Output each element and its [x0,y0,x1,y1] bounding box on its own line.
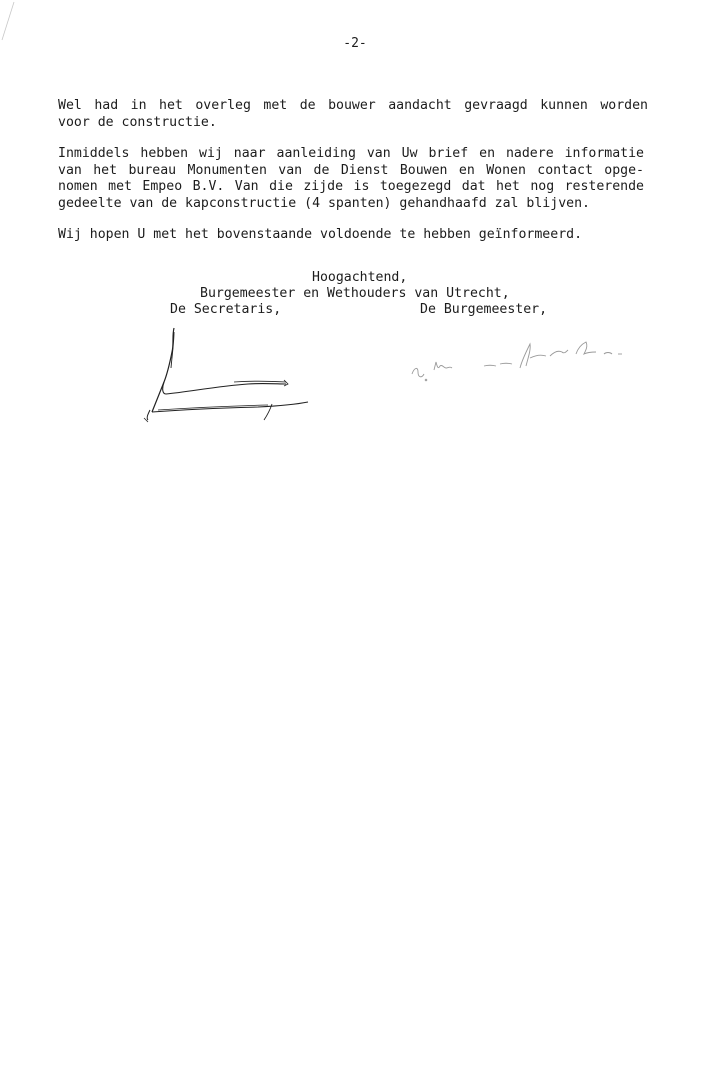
paragraph-line: voor de constructie. [58,114,217,130]
paragraph-line: gedeelte van de kapconstructie (4 spanten) gehandhaafd zal blijven. [58,195,590,211]
scan-edge-mark [0,0,30,60]
paragraph-line: van het bureau Monumenten van de Dienst Bouwen en Wonen contact opge- [58,162,644,178]
paragraph-construction [58,98,648,131]
signing-authority: Burgemeester en Wethouders van Utrecht, [200,286,510,301]
mayor-signature [400,330,640,390]
paragraph-line: nomen met Empeo B.V. Van die zijde is toegezegd dat het nog resterende [58,179,644,194]
paragraph-line: Wel had in het overleg met de bouwer aandacht gevraagd kunnen worden [58,98,648,113]
secretary-signature [138,322,318,432]
paragraph-line: Inmiddels hebben wij naar aanleiding van Uw brief en nadere informatie [58,146,644,161]
paragraph-closing-remark [58,227,658,244]
paragraph-information [58,146,644,212]
secretary-title: De Secretaris, [170,302,282,317]
paragraph-line: Wij hopen U met het bovenstaande voldoende te hebben geïnformeerd. [58,227,583,242]
closing-greeting: Hoogachtend, [312,270,408,285]
page-number: -2- [343,36,367,51]
mayor-title: De Burgemeester, [420,302,548,317]
